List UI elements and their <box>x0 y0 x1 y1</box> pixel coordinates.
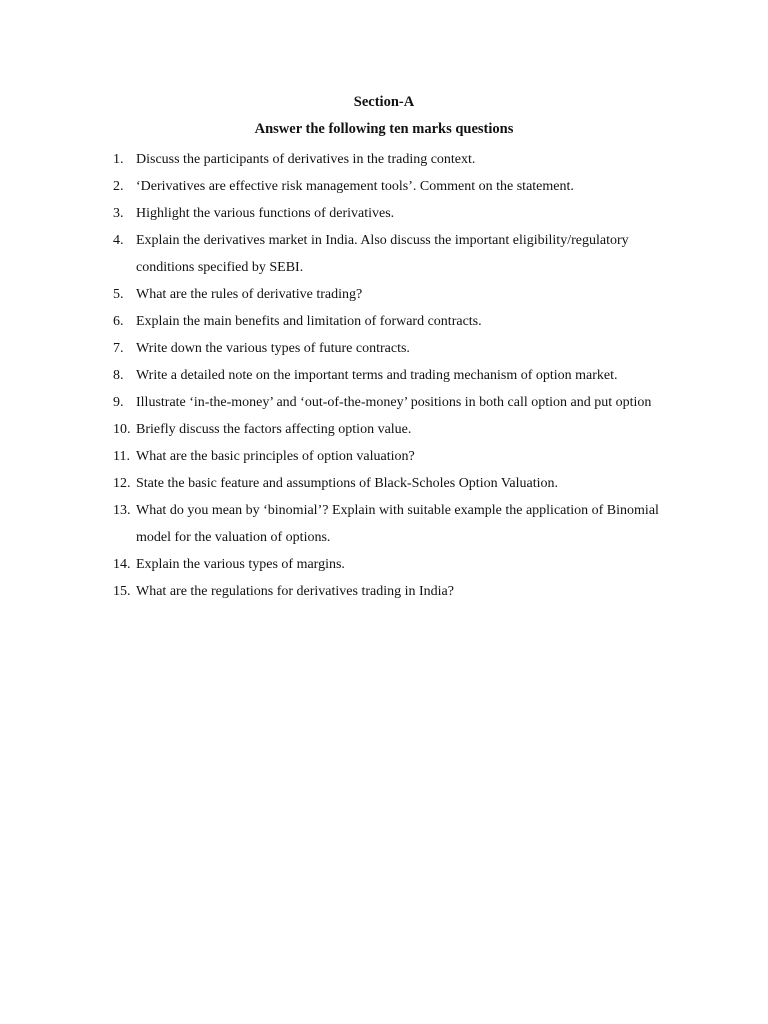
question-text: Illustrate ‘in-the-money’ and ‘out-of-the-money’ positions in both call option and put option <box>136 395 652 410</box>
section-title: Section-A <box>353 94 415 110</box>
question-item <box>113 281 673 308</box>
question-item <box>113 578 673 605</box>
question-text: ‘Derivatives are effective risk management tools’. Comment on the statement. <box>136 179 574 194</box>
question-text: Explain the derivatives market in India. Also discuss the important eligibility/regulatory conditions specified by SEBI. <box>136 233 629 275</box>
question-text: What are the regulations for derivatives trading in India? <box>136 584 454 599</box>
question-item <box>113 362 673 389</box>
question-number: 9. <box>113 395 124 410</box>
question-text: What are the rules of derivative trading? <box>136 287 363 302</box>
question-number: 3. <box>113 206 124 221</box>
question-item <box>113 443 673 470</box>
question-number: 6. <box>113 314 124 329</box>
question-text: Explain the main benefits and limitation of forward contracts. <box>136 314 482 329</box>
question-number: 14. <box>113 557 131 572</box>
question-text: What are the basic principles of option valuation? <box>136 449 415 464</box>
question-item <box>113 470 673 497</box>
question-number: 1. <box>113 152 124 167</box>
question-text: Briefly discuss the factors affecting option value. <box>136 422 412 437</box>
question-text: Write down the various types of future contracts. <box>136 341 410 356</box>
question-number: 12. <box>113 476 131 491</box>
question-number: 8. <box>113 368 124 383</box>
question-item <box>113 551 673 578</box>
section-subtitle: Answer the following ten marks questions <box>254 121 514 137</box>
question-text: Discuss the participants of derivatives in the trading context. <box>136 152 476 167</box>
question-list <box>113 146 673 605</box>
question-item <box>113 173 673 200</box>
question-item <box>113 389 673 416</box>
question-number: 4. <box>113 233 124 248</box>
question-text: What do you mean by ‘binomial’? Explain with suitable example the application of Binomial model for the valuation of options. <box>136 503 659 545</box>
question-text: Explain the various types of margins. <box>136 557 345 572</box>
question-item <box>113 227 673 281</box>
question-text: Write a detailed note on the important terms and trading mechanism of option market. <box>136 368 618 383</box>
question-number: 7. <box>113 341 124 356</box>
question-number: 2. <box>113 179 124 194</box>
question-item <box>113 416 673 443</box>
question-number: 5. <box>113 287 124 302</box>
question-number: 10. <box>113 422 131 437</box>
question-item <box>113 200 673 227</box>
question-item <box>113 497 673 551</box>
question-number: 15. <box>113 584 131 599</box>
question-number: 13. <box>113 503 131 518</box>
question-item <box>113 308 673 335</box>
question-item <box>113 335 673 362</box>
question-item <box>113 146 673 173</box>
question-number: 11. <box>113 449 130 464</box>
question-text: Highlight the various functions of derivatives. <box>136 206 395 221</box>
question-text: State the basic feature and assumptions of Black-Scholes Option Valuation. <box>136 476 558 491</box>
